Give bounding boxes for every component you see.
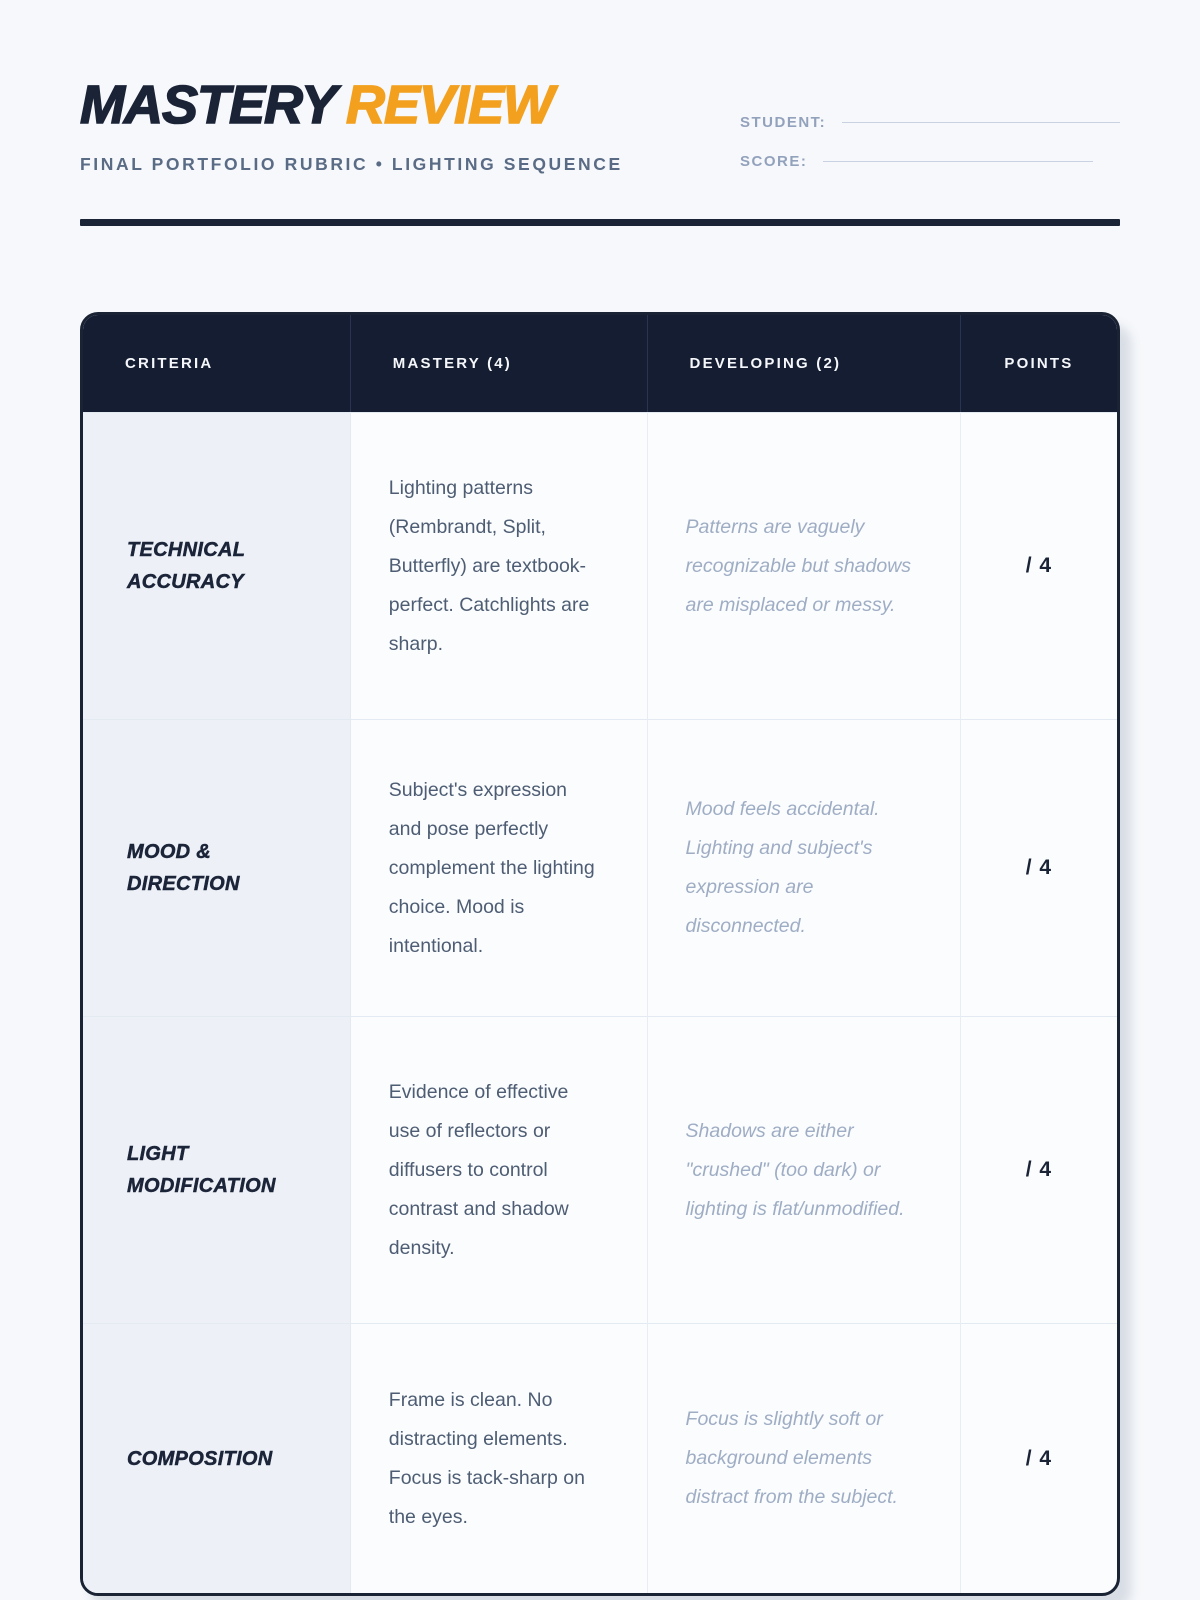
- header-divider-rule: [80, 219, 1120, 226]
- column-header-mastery: MASTERY (4): [351, 315, 648, 412]
- points-cell: / 4: [961, 1323, 1117, 1593]
- student-field-row: [740, 114, 1120, 131]
- score-write-in-line: [823, 161, 1093, 162]
- document-header: [80, 75, 1120, 192]
- developing-cell: Mood feels accidental. Lighting and subject's expression are disconnected.: [648, 719, 961, 1016]
- criteria-cell: TECHNICAL ACCURACY: [83, 412, 351, 719]
- score-label: SCORE:: [740, 153, 808, 170]
- developing-cell: Focus is slightly soft or background elements distract from the subject.: [648, 1323, 961, 1593]
- criteria-cell: LIGHT MODIFICATION: [83, 1016, 351, 1323]
- column-header-points: POINTS: [961, 315, 1117, 412]
- points-cell: / 4: [961, 412, 1117, 719]
- mastery-cell: Evidence of effective use of reflectors or diffusers to control contrast and shadow density.: [351, 1016, 648, 1323]
- column-header-criteria: CRITERIA: [83, 315, 351, 412]
- criteria-cell: COMPOSITION: [83, 1323, 351, 1593]
- mastery-cell: Lighting patterns (Rembrandt, Split, Butterfly) are textbook-perfect. Catchlights are sharp.: [351, 412, 648, 719]
- developing-cell: Shadows are either "crushed" (too dark) or lighting is flat/unmodified.: [648, 1016, 961, 1323]
- title-primary: MASTERY: [80, 75, 337, 135]
- points-cell: / 4: [961, 719, 1117, 1016]
- title-accent: REVIEW: [346, 75, 554, 135]
- write-in-fields: [740, 114, 1120, 192]
- criteria-cell: MOOD & DIRECTION: [83, 719, 351, 1016]
- developing-cell: Patterns are vaguely recognizable but shadows are misplaced or messy.: [648, 412, 961, 719]
- mastery-cell: Frame is clean. No distracting elements. Focus is tack-sharp on the eyes.: [351, 1323, 648, 1593]
- mastery-cell: Subject's expression and pose perfectly complement the lighting choice. Mood is intentional.: [351, 719, 648, 1016]
- column-header-developing: DEVELOPING (2): [648, 315, 961, 412]
- title-block: [80, 75, 623, 175]
- page-title: [80, 75, 623, 135]
- points-cell: / 4: [961, 1016, 1117, 1323]
- rubric-table: [80, 312, 1120, 1596]
- student-label: STUDENT:: [740, 114, 827, 131]
- page-subtitle: FINAL PORTFOLIO RUBRIC • LIGHTING SEQUENCE: [80, 154, 623, 174]
- rubric-grid: [83, 315, 1117, 1593]
- student-write-in-line: [842, 122, 1120, 123]
- score-field-row: [740, 153, 1120, 170]
